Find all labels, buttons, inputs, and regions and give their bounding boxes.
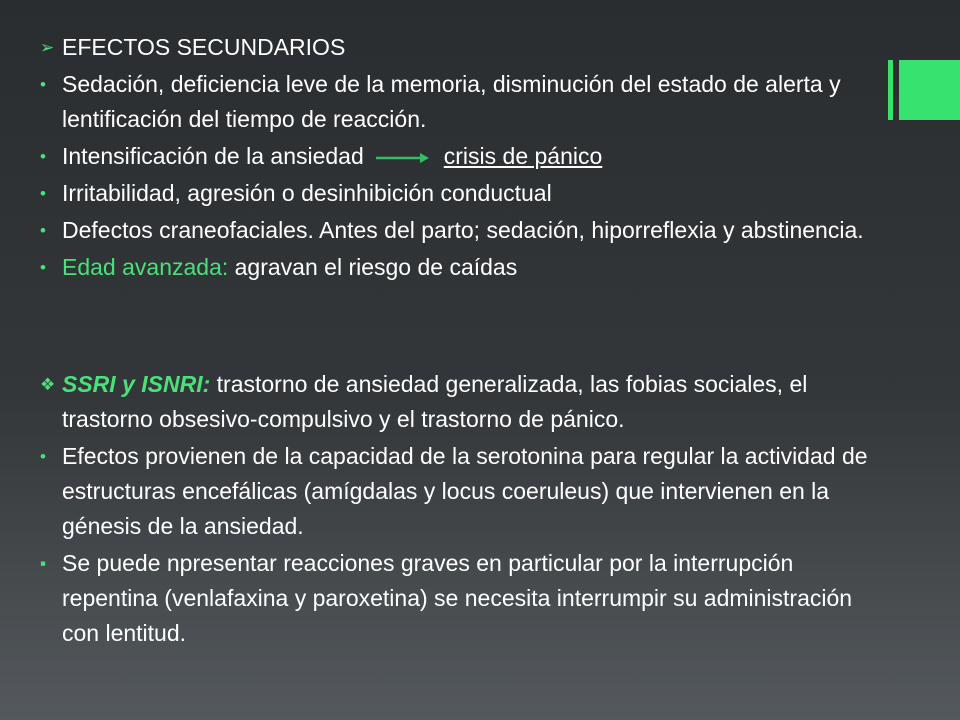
bullet-text: Sedación, deficiencia leve de la memoria, disminución del estado de alerta y lentificación del tiempo de reacción. [62, 71, 841, 132]
bullet-item [40, 213, 880, 248]
bullet-item [40, 67, 880, 137]
arrow-bullet-icon: ➢ [40, 38, 55, 57]
dot-bullet-icon: • [40, 147, 46, 166]
efectos-text: Efectos provienen de la capacidad de la serotonina para regular la actividad de estructuras encefálicas (amígdalas y locus coeruleus) que intervienen en la génesis de la ansiedad. [62, 443, 868, 539]
square-bullet-icon: ▪ [40, 554, 47, 573]
slide-content [40, 30, 880, 653]
diamond-bullet-icon: ❖ [40, 375, 56, 394]
decorative-bar-thin [888, 60, 893, 120]
right-arrow-icon [374, 139, 430, 174]
edad-label: Edad avanzada: [62, 254, 229, 280]
crisis-panico-text: crisis de pánico [443, 143, 603, 169]
ansiedad-text: Intensificación de la ansiedad [62, 143, 364, 169]
ssri-label: SSRI y ISNRI: [62, 371, 211, 397]
reacciones-text: Se puede npresentar reacciones graves en particular por la interrupción repentina (venlafaxina y paroxetina) se necesita interrumpir su administración con lentitud. [62, 550, 853, 646]
spacer [40, 287, 880, 367]
dot-bullet-icon: • [40, 184, 46, 203]
decorative-bar-thick [899, 60, 960, 120]
bullet-item [40, 250, 880, 285]
section-heading: EFECTOS SECUNDARIOS [62, 34, 346, 60]
edad-text: agravan el riesgo de caídas [234, 254, 518, 280]
ssri-line [40, 367, 880, 437]
bullet-item [40, 439, 880, 544]
ssri-text: trastorno de ansiedad generalizada, las fobias sociales, el trastorno obsesivo-compulsivo y el trastorno de pánico. [62, 371, 808, 432]
bullet-item [40, 176, 880, 211]
bullet-item [40, 546, 880, 651]
dot-bullet-icon: • [40, 258, 46, 277]
bullet-text: Irritabilidad, agresión o desinhibición conductual [62, 180, 552, 206]
dot-bullet-icon: • [40, 447, 46, 466]
dot-bullet-icon: • [40, 221, 46, 240]
bullet-item [40, 139, 880, 174]
dot-bullet-icon: • [40, 75, 46, 94]
bullet-text: Defectos craneofaciales. Antes del parto; sedación, hiporreflexia y abstinencia. [62, 217, 864, 243]
heading-line [40, 30, 880, 65]
